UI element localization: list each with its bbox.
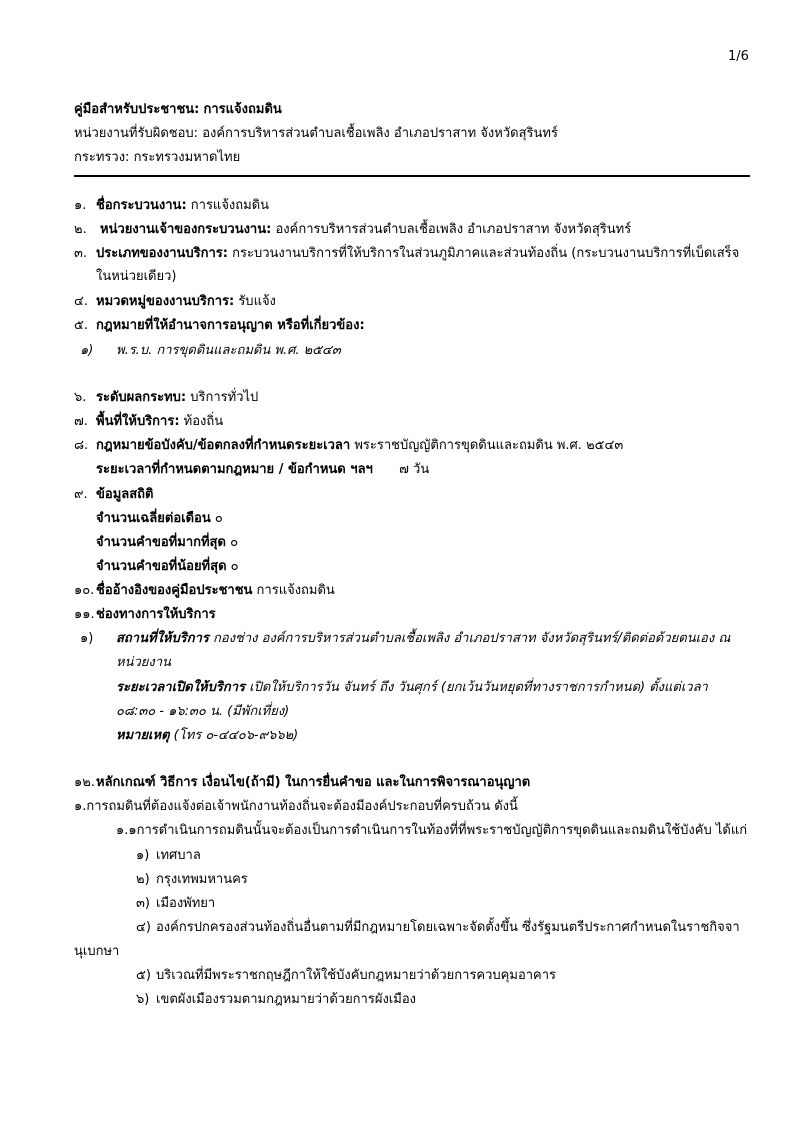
manual-title-label: คู่มือสำหรับประชาชน: — [74, 102, 200, 117]
stat-avg-month-value: ๐ — [214, 511, 223, 526]
item-8-value: พระราชบัญญัติการขุดดินและถมดิน พ.ศ. ๒๕๔๓ — [354, 438, 624, 453]
item-6-num: ๖. — [74, 390, 87, 405]
item-3-label: ประเภทของงานบริการ: — [96, 246, 228, 261]
item-7 — [96, 413, 223, 431]
item-8 — [96, 437, 623, 455]
header-divider — [74, 175, 750, 177]
area-list-item-1: เทศบาล — [156, 848, 201, 863]
item-7-label: พื้นที่ให้บริการ: — [96, 414, 180, 429]
stat-min-requests — [96, 558, 239, 576]
area-list-num-6: ๖) — [136, 992, 150, 1007]
area-list-item-4: องค์กรปกครองส่วนท้องถิ่นอื่นตามที่มีกฎหมายโดยเฉพาะจัดตั้งขึ้น ซึ่งรัฐมนตรีประกาศกำหนดในราชกิจจา — [156, 920, 740, 935]
service-hours-label: ระยะเวลาเปิดให้บริการ — [116, 680, 246, 695]
service-hours-cont: ๐๘:๓๐ - ๑๖:๓๐ น. (มีพักเที่ยง) — [116, 704, 290, 719]
ministry — [74, 149, 240, 167]
item-8-label: กฎหมายข้อบังคับ/ข้อตกลงที่กำหนดระยะเวลา — [96, 438, 351, 453]
area-list-num-1: ๑) — [136, 848, 150, 863]
item-11-label: ช่องทางการให้บริการ — [96, 607, 216, 622]
area-list-item-4-cont: นุเบกษา — [74, 944, 120, 959]
item-1-value: การแจ้งถมดิน — [190, 198, 270, 213]
stat-avg-month-label: จำนวนเฉลี่ยต่อเดือน — [96, 511, 211, 526]
stat-max-requests-value: ๐ — [230, 535, 239, 550]
item-1 — [96, 197, 269, 215]
item-2-num: ๒. — [74, 222, 87, 237]
item-6-value: บริการทั่วไป — [190, 390, 259, 405]
item-7-num: ๗. — [74, 414, 88, 429]
service-hours-value: เปิดให้บริการวัน จันทร์ ถึง วันศุกร์ (ยกเว้นวันหยุดที่ทางราชการกำหนด) ตั้งแต่เวลา — [249, 680, 708, 695]
stat-min-requests-label: จำนวนคำขอที่น้อยที่สุด — [96, 559, 227, 574]
item-5-label: กฎหมายที่ให้อำนาจการอนุญาต หรือที่เกี่ยวข้อง: — [96, 318, 365, 333]
service-hours — [116, 679, 708, 697]
item-2-label: หน่วยงานเจ้าของกระบวนงาน: — [100, 222, 272, 237]
item-12-num: ๑๒. — [74, 775, 95, 790]
stat-max-requests — [96, 534, 238, 552]
service-note-label: หมายเหตุ — [116, 728, 170, 743]
item-10-num: ๑๐. — [74, 583, 95, 598]
item-1-label: ชื่อกระบวนงาน: — [96, 198, 187, 213]
service-place-value: กองช่าง องค์การบริหารส่วนตำบลเชื้อเพลิง อำเภอปราสาท จังหวัดสุรินทร์/ติดต่อด้วยตนเอง ณ — [213, 631, 731, 646]
item-4-label: หมวดหมู่ของงานบริการ: — [96, 294, 235, 309]
service-place-cont: หน่วยงาน — [116, 655, 171, 670]
ministry-label: กระทรวง: — [74, 150, 130, 165]
item-3-value-cont: ในหน่วยเดียว) — [96, 269, 177, 284]
area-list-item-2: กรุงเทพมหานคร — [156, 872, 248, 887]
item-8-period-label: ระยะเวลาที่กำหนดตามกฎหมาย / ข้อกำหนด ฯลฯ — [96, 462, 373, 477]
item-12-label: หลักเกณฑ์ วิธีการ เงื่อนไข(ถ้ามี) ในการยื่นคำขอ และในการพิจารณาอนุญาต — [96, 775, 531, 790]
law-1-num: ๑) — [80, 343, 94, 358]
item-10 — [96, 582, 335, 600]
item-11-num: ๑๑. — [74, 607, 95, 622]
area-list-item-6: เขตผังเมืองรวมตามกฎหมายว่าด้วยการผังเมือง — [156, 992, 416, 1007]
item-2 — [100, 221, 631, 239]
area-list-num-4: ๔) — [136, 920, 151, 935]
item-3 — [96, 245, 739, 263]
item-4-num: ๔. — [74, 294, 88, 309]
manual-title — [74, 101, 282, 119]
service-note — [116, 727, 298, 745]
item-5-num: ๕. — [74, 318, 88, 333]
item-4 — [96, 293, 276, 311]
item-8-period-value: ๗ วัน — [399, 462, 430, 477]
ministry-value: กระทรวงมหาดไทย — [133, 150, 241, 165]
area-list-num-2: ๒) — [136, 872, 150, 887]
criteria-para-1: ๑.การถมดินที่ต้องแจ้งต่อเจ้าพนักงานท้องถิ่นจะต้องมีองค์ประกอบที่ครบถ้วน ดังนี้ — [74, 799, 518, 814]
item-2-value: องค์การบริหารส่วนตำบลเชื้อเพลิง อำเภอปราสาท จังหวัดสุรินทร์ — [275, 222, 632, 237]
area-list-item-5: บริเวณที่มีพระราชกฤษฎีกาให้ใช้บังคับกฎหมายว่าด้วยการควบคุมอาคาร — [156, 968, 557, 983]
item-9-label: ข้อมูลสถิติ — [96, 487, 154, 502]
item-6-label: ระดับผลกระทบ: — [96, 390, 187, 405]
agency-value: องค์การบริหารส่วนตำบลเชื้อเพลิง อำเภอปราสาท จังหวัดสุรินทร์ — [202, 126, 558, 141]
responsible-agency — [74, 125, 558, 143]
item-10-label: ชื่ออ้างอิงของคู่มือประชาชน — [96, 583, 253, 598]
law-1-text: พ.ร.บ. การขุดดินและถมดิน พ.ศ. ๒๕๔๓ — [116, 343, 341, 358]
stat-max-requests-label: จำนวนคำขอที่มากที่สุด — [96, 535, 226, 550]
service-place — [116, 630, 730, 648]
manual-title-value: การแจ้งถมดิน — [203, 102, 282, 117]
area-list-num-3: ๓) — [136, 896, 150, 911]
item-8-period — [96, 461, 429, 479]
item-3-value: กระบวนงานบริการที่ให้บริการในส่วนภูมิภาคและส่วนท้องถิ่น (กระบวนงานบริการที่เบ็ดเสร็จ — [232, 246, 740, 261]
page-number: 1/6 — [728, 49, 749, 64]
item-6 — [96, 389, 258, 407]
item-4-value: รับแจ้ง — [238, 294, 276, 309]
service-note-value: (โทร ๐-๔๔๐๖-๙๖๖๒) — [173, 728, 299, 743]
channel-1-num: ๑) — [80, 631, 94, 646]
area-list-num-5: ๕) — [136, 968, 151, 983]
item-3-num: ๓. — [74, 246, 88, 261]
service-place-label: สถานที่ให้บริการ — [116, 631, 209, 646]
area-list-item-3: เมืองพัทยา — [156, 896, 216, 911]
item-7-value: ท้องถิ่น — [183, 414, 224, 429]
item-10-value: การแจ้งถมดิน — [256, 583, 335, 598]
item-9-num: ๙. — [74, 487, 88, 502]
item-1-num: ๑. — [74, 198, 87, 213]
stat-avg-month — [96, 510, 223, 528]
stat-min-requests-value: ๐ — [230, 559, 239, 574]
item-8-num: ๘. — [74, 438, 89, 453]
agency-label: หน่วยงานที่รับผิดชอบ: — [74, 126, 199, 141]
criteria-para-1-1: ๑.๑การดำเนินการถมดินนั้นจะต้องเป็นการดำเนินการในท้องที่ที่พระราชบัญญัติการขุดดินและถมดินใช้บังคับ ได้แก่ — [116, 823, 748, 838]
